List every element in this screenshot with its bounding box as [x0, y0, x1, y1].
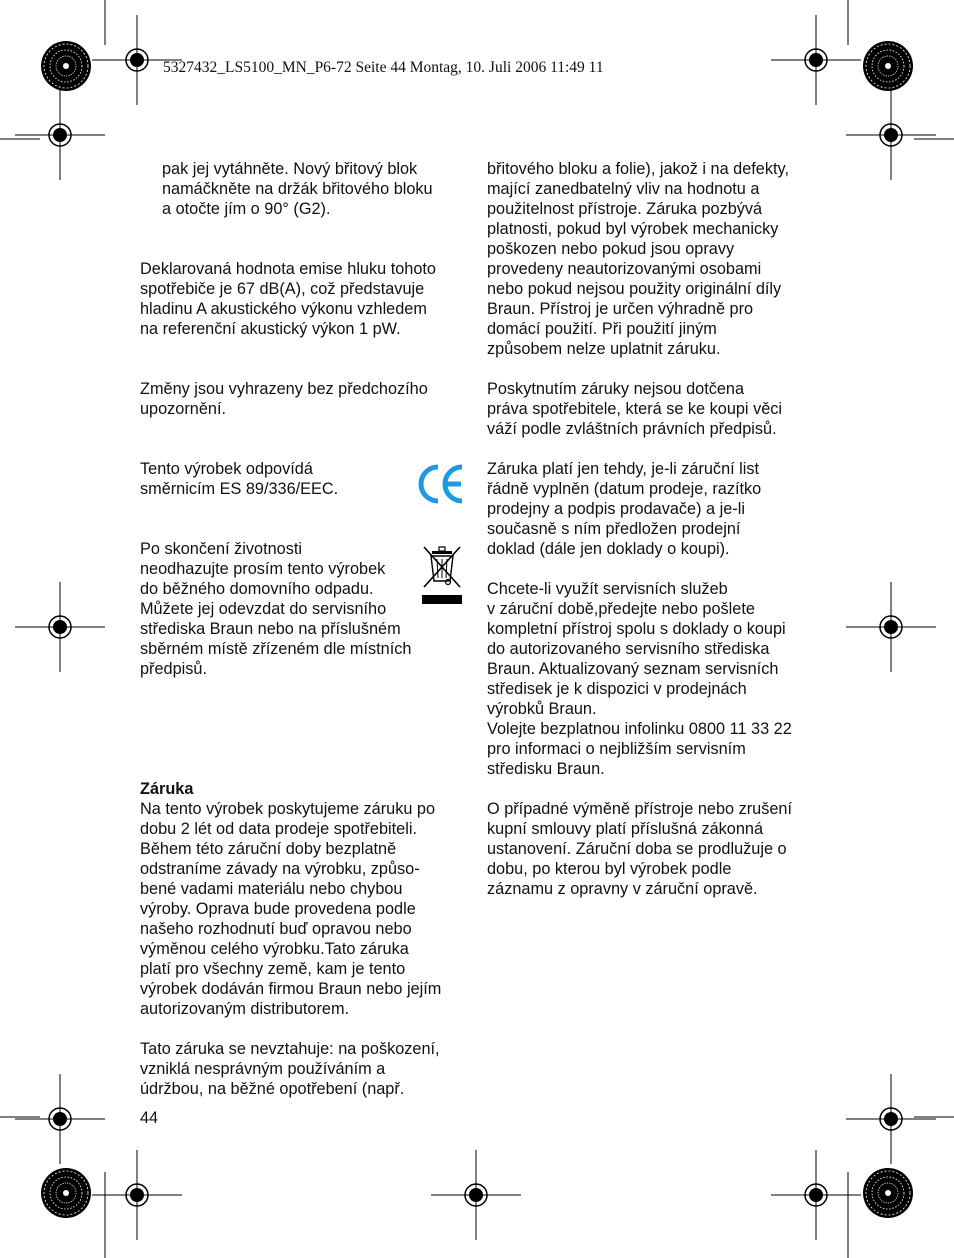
text-line: Poskytnutím záruky nejsou dotčena	[487, 380, 745, 398]
text-line: upozornění.	[140, 400, 226, 418]
text-line: pro informaci o nejbližším servisním	[487, 740, 746, 758]
text-line: Volejte bezplatnou infolinku 0800 11 33 22	[487, 720, 792, 738]
left-column	[140, 159, 470, 1099]
text-line: bené vadami materiálu nebo chybou	[140, 880, 403, 898]
text-line: váží podle zvláštních právních předpisů.	[487, 420, 777, 438]
text-line: Záruka platí jen tehdy, je-li záruční list	[487, 460, 760, 478]
text-line: doklad (dále jen doklady o koupi).	[487, 540, 730, 558]
text-line: práva spotřebitele, která se ke koupi věci	[487, 400, 783, 418]
blade-paragraph	[140, 159, 470, 219]
text-line: pak jej vytáhněte. Nový břitový blok	[162, 160, 418, 178]
text-line: Můžete jej odevzdat do servisního	[140, 600, 387, 618]
text-line: platí pro všechny země, kam je tento	[140, 960, 406, 978]
text-line: způsobem nelze uplatnit záruku.	[487, 340, 721, 358]
text-line: výměnou celého výrobku.Tato záruka	[140, 940, 409, 958]
text-line: směrnicím ES 89/336/EEC.	[140, 480, 339, 498]
text-line: neodhazujte prosím tento výrobek	[140, 560, 386, 578]
text-line: provedeny neautorizovanými osobami	[487, 260, 762, 278]
text-line: řádně vyplněn (datum prodeje, razítko	[487, 480, 762, 498]
page-number: 44	[140, 1109, 159, 1127]
service-paragraph	[487, 579, 817, 779]
text-line: dobu 2 lét od data prodeje spotřebiteli.	[140, 820, 417, 838]
validity-paragraph	[487, 459, 817, 559]
text-line: Tato záruka se nevztahuje: na poškození,	[140, 1040, 440, 1058]
text-line: odstraníme závady na výrobku, způso-	[140, 860, 420, 878]
text-line: Chcete-li využít servisních služeb	[487, 580, 728, 598]
text-line: břitového bloku a folie), jakož i na defekty,	[487, 160, 789, 178]
text-line: našeho rozhodnutí buď opravou nebo	[140, 920, 412, 938]
exclusion-continued	[487, 159, 817, 359]
text-line: výrobků Braun.	[487, 700, 597, 718]
ce-mark-icon	[418, 463, 466, 505]
text-line: Po skončení životnosti	[140, 540, 302, 558]
text-line: a otočte jím o 90° (G2).	[162, 200, 331, 218]
crossed-out-bin-icon	[420, 543, 464, 607]
text-line: Na tento výrobek poskytujeme záruku po	[140, 800, 436, 818]
text-line: předpisů.	[140, 660, 207, 678]
text-line: dobu, po kterou byl výrobek podle	[487, 860, 732, 878]
consumer-rights-paragraph	[487, 379, 817, 439]
text-line: použitelnost přístroje. Záruka pozbývá	[487, 200, 763, 218]
text-line: kompletní přístroj spolu s doklady o koupi	[487, 620, 786, 638]
text-line: platnosti, pokud byl výrobek mechanicky	[487, 220, 779, 238]
text-line: do autorizovaného servisního střediska	[487, 640, 770, 658]
text-line: údržbou, na běžné opotřebení (např.	[140, 1080, 405, 1098]
text-line: Deklarovaná hodnota emise hluku tohoto	[140, 260, 436, 278]
warranty-heading: Záruka	[140, 780, 194, 798]
text-line: Změny jsou vyhrazeny bez předchozího	[140, 380, 428, 398]
text-line: Braun. Přístroj je určen výhradně pro	[487, 300, 754, 318]
text-line: na referenční akustický výkon 1 pW.	[140, 320, 401, 338]
noise-paragraph	[140, 259, 470, 339]
right-column	[487, 159, 817, 899]
text-line: střediska Braun nebo na příslušném	[140, 620, 401, 638]
text-line: namáčkněte na držák břitového bloku	[162, 180, 433, 198]
text-line: středisek je k dispozici v prodejnách	[487, 680, 747, 698]
text-line: vzniklá nesprávným používáním a	[140, 1060, 386, 1078]
text-line: domácí použití. Při použití jiným	[487, 320, 717, 338]
text-line: spotřebiče je 67 dB(A), což představuje	[140, 280, 425, 298]
text-line: O případné výměně přístroje nebo zrušení	[487, 800, 792, 818]
text-line: kupní smlouvy platí příslušná zákonná	[487, 820, 764, 838]
text-line: výrobek dodáván firmou Braun nebo jejím	[140, 980, 442, 998]
replacement-paragraph	[487, 799, 817, 899]
text-line: sběrném místě zřízeném dle místních	[140, 640, 412, 658]
warranty-paragraph	[140, 799, 470, 1019]
text-line: poškozen nebo pokud jsou opravy	[487, 240, 735, 258]
text-line: ustanovení. Záruční doba se prodlužuje o	[487, 840, 787, 858]
changes-paragraph	[140, 379, 470, 419]
text-line: nebo pokud nejsou použity originální díly	[487, 280, 782, 298]
text-line: prodejny a podpis prodavače) a je-li	[487, 500, 745, 518]
exclusion-paragraph	[140, 1039, 470, 1099]
text-line: Tento výrobek odpovídá	[140, 460, 313, 478]
text-line: v záruční době,předejte nebo pošlete	[487, 600, 755, 618]
text-line: středisku Braun.	[487, 760, 605, 778]
text-line: mající zanedbatelný vliv na hodnotu a	[487, 180, 760, 198]
text-line: Braun. Aktualizovaný seznam servisních	[487, 660, 779, 678]
text-line: Během této záruční doby bezplatně	[140, 840, 397, 858]
print-slug: 5327432_LS5100_MN_P6-72 Seite 44 Montag, 10. Juli 2006 11:49 11	[163, 59, 604, 76]
text-line: do běžného domovního odpadu.	[140, 580, 374, 598]
text-line: výroby. Oprava bude provedena podle	[140, 900, 416, 918]
text-line: záznamu z opravny v záruční opravě.	[487, 880, 758, 898]
text-line: současně s ním předložen prodejní	[487, 520, 741, 538]
text-line: autorizovaným distributorem.	[140, 1000, 350, 1018]
text-line: hladinu A akustického výkonu vzhledem	[140, 300, 427, 318]
